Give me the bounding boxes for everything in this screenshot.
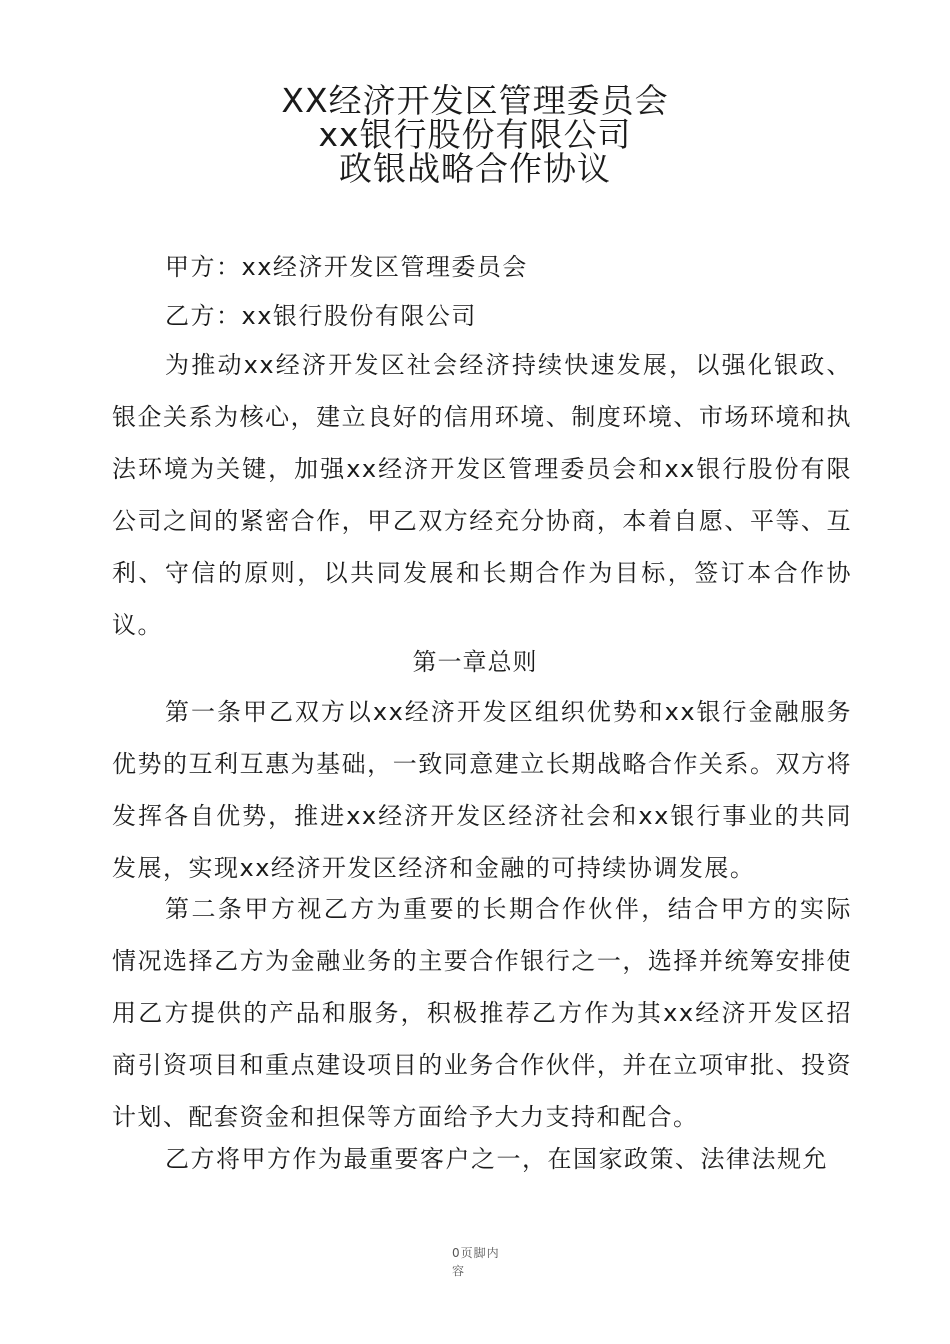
- document-title: [0, 81, 950, 188]
- article-2-paragraph: 第二条甲方视乙方为重要的长期合作伙伴，结合甲方的实际情况选择乙方为金融业务的主要合作银行之一，选择并统筹安排使用乙方提供的产品和服务，积极推荐乙方作为其xx经济开发区招商引资项目和重点建设项目的业务合作伙伴，并在立项审批、投资计划、配套资金和担保等方面给予大力支持和配合。: [112, 895, 852, 1131]
- party-a-line: 甲方：xx经济开发区管理委员会: [165, 253, 528, 281]
- title-line-3: 政银战略合作协议: [339, 149, 611, 188]
- title-line-1: XX经济开发区管理委员会: [281, 81, 669, 120]
- intro-paragraph: 为推动xx经济开发区社会经济持续快速发展，以强化银政、银企关系为核心，建立良好的信用环境、制度环境、市场环境和执法环境为关键，加强xx经济开发区管理委员会和xx银行股份有限公司之间的紧密合作，甲乙双方经充分协商，本着自愿、平等、互利、守信的原则，以共同发展和长期合作为目标，签订本合作协议。: [112, 351, 852, 639]
- article-1-paragraph: 第一条甲乙双方以xx经济开发区组织优势和xx银行金融服务优势的互利互惠为基础，一致同意建立长期战略合作关系。双方将发挥各自优势，推进xx经济开发区经济社会和xx银行事业的共同发展，实现xx经济开发区经济和金融的可持续协调发展。: [112, 698, 852, 882]
- intro-paragraph-block: [112, 339, 852, 651]
- chapter-heading: 第一章总则: [412, 648, 538, 676]
- page-footer: 0页脚内容: [452, 1246, 500, 1278]
- article-2-block: [112, 883, 852, 1143]
- article-2-continuation: 乙方将甲方作为最重要客户之一，在国家政策、法律法规允: [165, 1145, 828, 1173]
- party-b-line: 乙方：xx银行股份有限公司: [165, 302, 477, 330]
- article-1-block: [112, 686, 852, 894]
- title-line-2: xx银行股份有限公司: [318, 115, 632, 154]
- article-2-continuation-block: [112, 1133, 852, 1185]
